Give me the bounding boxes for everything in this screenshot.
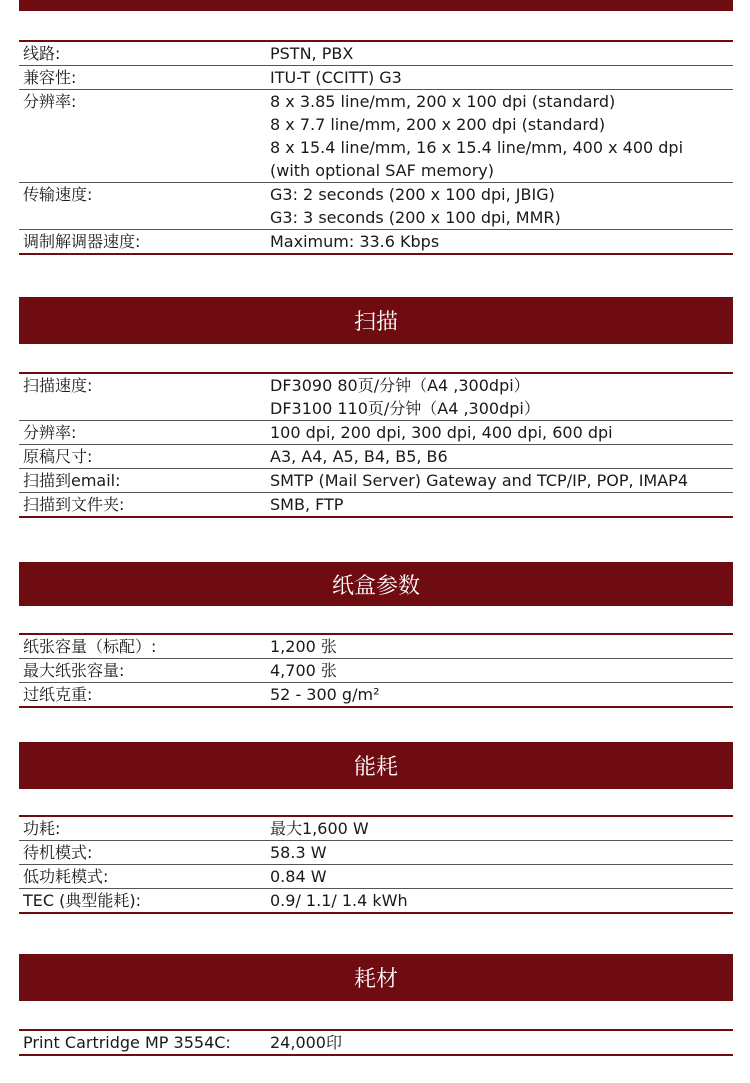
spec-value — [270, 817, 733, 840]
supplies-spec-table — [19, 1029, 733, 1056]
spec-row — [19, 635, 733, 659]
spec-value-line: 4,700 张 — [270, 661, 337, 680]
spec-value — [270, 183, 733, 229]
spec-label: 调制解调器速度: — [23, 232, 141, 251]
spec-label: 功耗: — [23, 819, 61, 838]
spec-value — [270, 635, 733, 658]
spec-value-line: 24,000印 — [270, 1033, 342, 1052]
spec-value — [270, 445, 733, 468]
spec-row — [19, 817, 733, 841]
spec-value-line: A3, A4, A5, B4, B5, B6 — [270, 447, 448, 466]
spec-row — [19, 865, 733, 889]
spec-value-line: G3: 2 seconds (200 x 100 dpi, JBIG) — [270, 185, 555, 204]
spec-row — [19, 183, 733, 230]
spec-row — [19, 469, 733, 493]
spec-label: 分辨率: — [23, 423, 77, 442]
spec-value — [270, 90, 733, 182]
spec-value-line: Maximum: 33.6 Kbps — [270, 232, 440, 251]
section-header-cropped — [19, 0, 733, 11]
spec-value-line: SMTP (Mail Server) Gateway and TCP/IP, POP, IMAP4 — [270, 471, 688, 490]
spec-value-line: 0.84 W — [270, 867, 327, 886]
spec-label: 低功耗模式: — [23, 867, 109, 886]
spec-value — [270, 683, 733, 706]
spec-value-line: DF3090 80页/分钟（A4 ,300dpi） — [270, 376, 530, 395]
spec-value-line: 8 x 7.7 line/mm, 200 x 200 dpi (standard) — [270, 115, 606, 134]
fax-spec-table — [19, 40, 733, 255]
section-title: 耗材 — [353, 967, 398, 992]
spec-value — [270, 230, 733, 253]
section-title: 纸盒参数 — [331, 573, 420, 599]
spec-label: 线路: — [23, 44, 61, 63]
spec-label: 兼容性: — [23, 68, 77, 87]
spec-row — [19, 374, 733, 421]
spec-value-line: (with optional SAF memory) — [270, 161, 494, 180]
spec-row — [19, 230, 733, 255]
spec-label: 最大纸张容量: — [23, 661, 125, 680]
spec-row — [19, 889, 733, 914]
section-title: 能耗 — [353, 755, 398, 780]
power-spec-table — [19, 815, 733, 914]
spec-row — [19, 42, 733, 66]
spec-value-line: 52 - 300 g/m² — [270, 685, 380, 704]
spec-value — [270, 421, 733, 444]
spec-row — [19, 1031, 733, 1056]
section-title: 扫描 — [353, 310, 398, 335]
spec-row — [19, 66, 733, 90]
spec-label: 纸张容量（标配）: — [23, 637, 157, 656]
section-header-scan — [19, 297, 733, 344]
spec-value-line: DF3100 110页/分钟（A4 ,300dpi） — [270, 399, 540, 418]
spec-value — [270, 841, 733, 864]
spec-value-line: G3: 3 seconds (200 x 100 dpi, MMR) — [270, 208, 561, 227]
spec-value-line: 100 dpi, 200 dpi, 300 dpi, 400 dpi, 600 dpi — [270, 423, 613, 442]
spec-label: Print Cartridge MP 3554C: — [23, 1033, 231, 1052]
spec-value — [270, 659, 733, 682]
section-header-power — [19, 742, 733, 789]
spec-label: 分辨率: — [23, 92, 77, 111]
spec-row — [19, 683, 733, 708]
spec-row — [19, 445, 733, 469]
paper-spec-table — [19, 633, 733, 708]
spec-value-line: 58.3 W — [270, 843, 327, 862]
section-header-paper — [19, 562, 733, 606]
section-header-supplies — [19, 954, 733, 1001]
spec-label: 传输速度: — [23, 185, 93, 204]
spec-row — [19, 90, 733, 183]
spec-row — [19, 841, 733, 865]
spec-value-line: 8 x 3.85 line/mm, 200 x 100 dpi (standard) — [270, 92, 616, 111]
spec-label: 扫描速度: — [23, 376, 93, 395]
spec-value-line: 8 x 15.4 line/mm, 16 x 15.4 line/mm, 400 x 400 dpi — [270, 138, 684, 157]
spec-value-line: PSTN, PBX — [270, 44, 354, 63]
spec-label: 过纸克重: — [23, 685, 93, 704]
scan-spec-table — [19, 372, 733, 518]
spec-value — [270, 865, 733, 888]
spec-value-line: ITU-T (CCITT) G3 — [270, 68, 402, 87]
spec-label: TEC (典型能耗): — [23, 891, 142, 910]
spec-value — [270, 469, 733, 492]
spec-row — [19, 659, 733, 683]
spec-label: 扫描到email: — [23, 471, 121, 490]
spec-value — [270, 374, 733, 420]
spec-value — [270, 66, 733, 89]
spec-value — [270, 493, 733, 516]
spec-value-line: 1,200 张 — [270, 637, 337, 656]
spec-label: 扫描到文件夹: — [23, 495, 125, 514]
spec-row — [19, 493, 733, 518]
spec-label: 待机模式: — [23, 843, 93, 862]
spec-value-line: 最大1,600 W — [270, 819, 369, 838]
spec-value-line: SMB, FTP — [270, 495, 344, 514]
spec-row — [19, 421, 733, 445]
spec-value — [270, 1031, 733, 1054]
spec-value — [270, 889, 733, 912]
spec-value — [270, 42, 733, 65]
spec-value-line: 0.9/ 1.1/ 1.4 kWh — [270, 891, 408, 910]
spec-label: 原稿尺寸: — [23, 447, 93, 466]
